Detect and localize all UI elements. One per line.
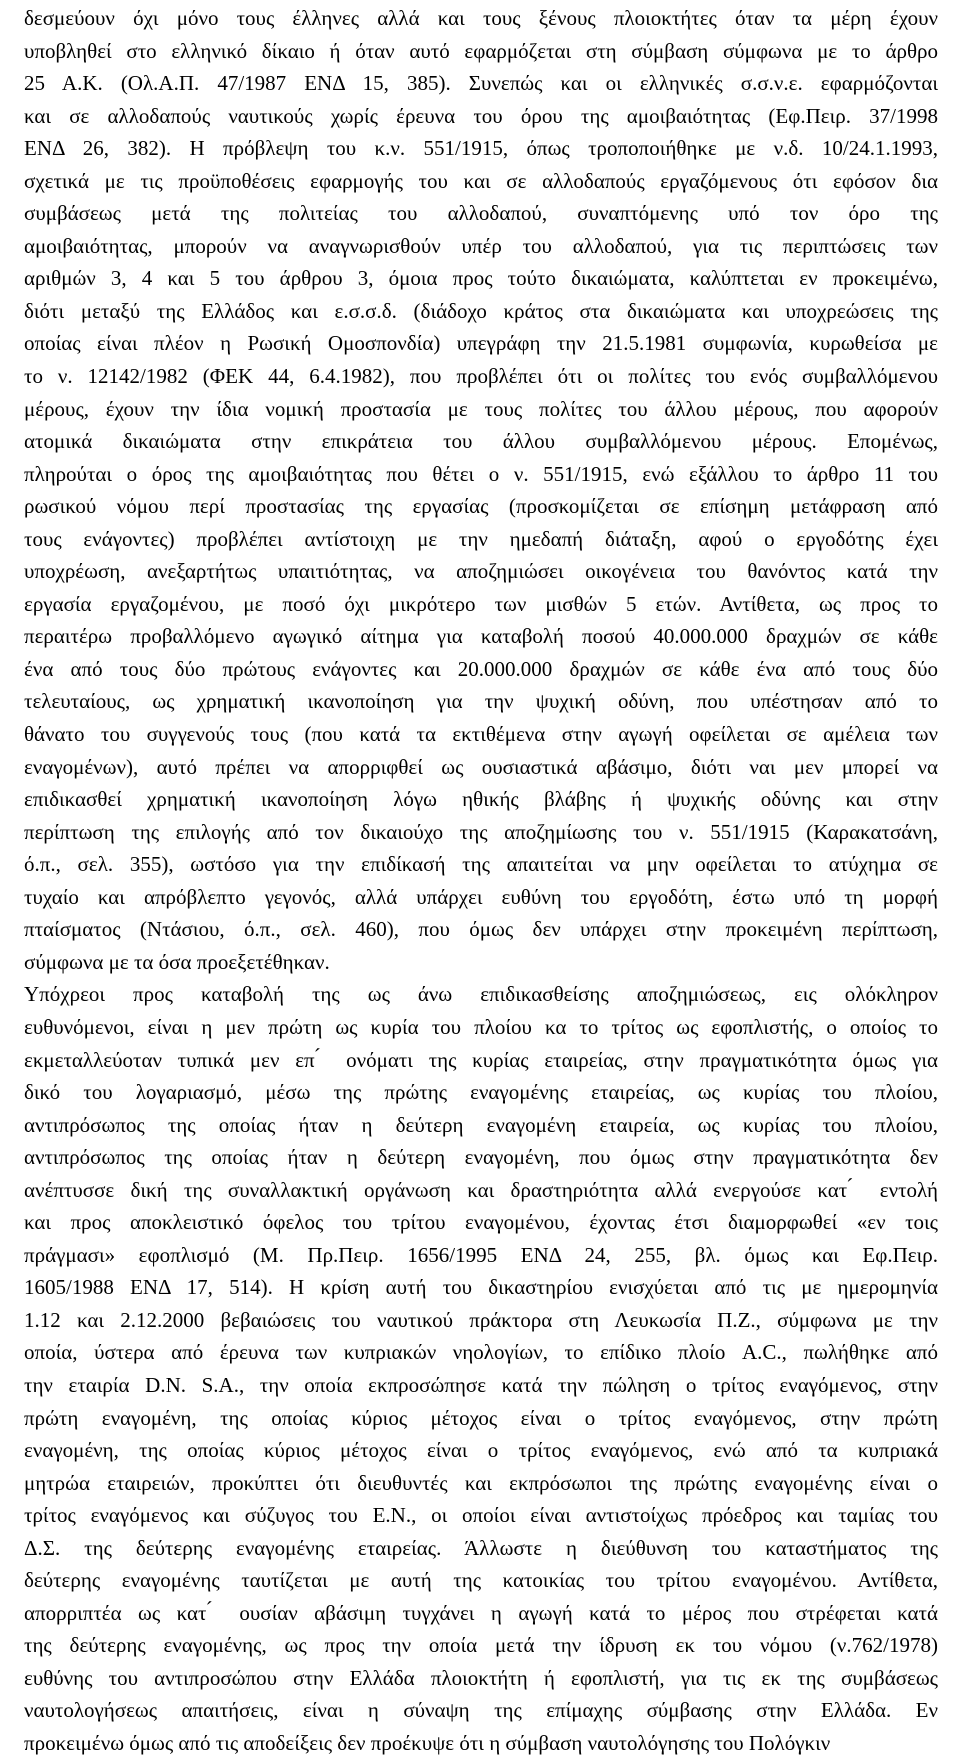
text-line: μητρώα εταιρειών, προκύπτει ότι διευθυντές και εκπρόσωποι της πρώτης εναγομένης είναι ο [24, 1470, 938, 1495]
text-line: ατομικά δικαιώματα στην επικράτεια του άλλου συμβαλλόμενου μέρους. Επομένως, [24, 429, 938, 454]
text-line: μέρους, έχουν την ίδια νομική προστασία με τους πολίτες του άλλου μέρους, που αφορούν [24, 396, 938, 421]
text-line: τελευταίους, ως χρηματική ικανοποίηση για την ψυχική οδύνη, που υπέστησαν από το [24, 689, 938, 714]
text-line: δεσμεύουν όχι μόνο τους έλληνες αλλά και τους ξένους πλοιοκτήτες όταν τα μέρη έχουν [24, 6, 938, 30]
paragraph [24, 2, 938, 978]
text-line: εργασία εργαζομένου, με ποσό όχι μικρότερο των μισθών 5 ετών. Αντίθετα, ως προς το [24, 591, 938, 616]
text-line: αντιπρόσωπος της οποίας ήταν η δεύτερη εναγομένη, που όμως στην πραγματικότητα δεν [24, 1145, 938, 1170]
text-line: πληρούται ο όρος της αμοιβαιότητας που θέτει ο ν. 551/1915, ενώ εξάλλου το άρθρο 11 του [24, 461, 938, 486]
text-line: πταίσματος (Ντάσιου, ό.π., σελ. 460), που όμως δεν υπάρχει στην προκειμένη περίπτωση, [24, 917, 938, 942]
text-line: 25 Α.Κ. (Ολ.Α.Π. 47/1987 ΕΝΔ 15, 385). Συνεπώς και οι ελληνικές σ.σ.ν.ε. εφαρμόζονται [24, 71, 938, 96]
text-line: σύμφωνα με τα όσα προεξετέθηκαν. [24, 949, 330, 974]
text-line: συμβάσεως μετά της πολιτείας του αλλοδαπού, συναπτόμενης υπό τον όρο της [24, 201, 938, 226]
text-line: εναγομένων), αυτό πρέπει να απορριφθεί ως ουσιαστικά αβάσιμο, διότι ναι μεν μπορεί να [24, 754, 938, 779]
text-line: θάνατο του συγγενούς τους (που κατά τα εκτιθέμενα στην αγωγή οφείλεται σε αμέλεια των [24, 722, 938, 747]
text-line: και προς αποκλειστικό όφελος του τρίτου εναγομένου, έχοντας έτσι διαμορφωθεί «εν τοις [24, 1210, 938, 1235]
text-line: προκειμένω όμως από τις αποδείξεις δεν προέκυψε ότι η σύμβαση ναυτολόγησης του Πολόγκιν [24, 1730, 831, 1755]
text-line: την εταιρία D.N. S.A., την οποία εκπροσώπησε κατά την πώληση ο τρίτος εναγόμενος, στην [24, 1372, 938, 1397]
text-line: ναυτολογήσεως απαιτήσεις, είναι η σύναψη της επίμαχης σύμβασης στην Ελλάδα. Εν [24, 1698, 938, 1723]
text-line: και σε αλλοδαπούς ναυτικούς χωρίς έρευνα του όρου της αμοιβαιότητας (Εφ.Πειρ. 37/1998 [24, 103, 938, 128]
text-line: αριθμών 3, 4 και 5 του άρθρου 3, όμοια προς τούτο δικαιώματα, καλύπτεται εν προκειμένω, [24, 266, 938, 291]
text-line: εναγομένη, της οποίας κύριος μέτοχος είναι ο τρίτος εναγόμενος, ενώ από τα κυπριακά [24, 1438, 938, 1463]
text-line: ανέπτυσσε δική της συναλλακτική οργάνωση και δραστηριότητα αλλά ενεργούσε κατ ́ εντολή [24, 1177, 938, 1202]
text-line: αμοιβαιότητας, μπορούν να αναγνωρισθούν υπέρ του αλλοδαπού, για τις περιπτώσεις των [24, 233, 938, 258]
text-line: πράγμασι» εφοπλισμό (Μ. Πρ.Πειρ. 1656/1995 ΕΝΔ 24, 255, βλ. όμως και Εφ.Πειρ. [24, 1242, 938, 1267]
text-line: διότι μεταξύ της Ελλάδος και ε.σ.σ.δ. (διάδοχο κράτος στα δικαιώματα και υποχρεώσεις της [24, 298, 938, 323]
text-line: ΕΝΔ 26, 382). Η πρόβλεψη του κ.ν. 551/1915, όπως τροποποιήθηκε με ν.δ. 10/24.1.1993, [24, 136, 938, 161]
text-line: οποία, ύστερα από έρευνα των κυπριακών νηολογίων, το επίδικο πλοίο A.C., πωλήθηκε από [24, 1340, 938, 1365]
text-line: τρίτος εναγόμενος και σύζυγος του Ε.Ν., οι οποίοι είναι αντιστοίχως πρόεδρος και ταμίας του [24, 1503, 938, 1528]
text-line: 1605/1988 ΕΝΔ 17, 514). Η κρίση αυτή του δικαστηρίου ενισχύεται από τις με ημερομηνία [24, 1275, 938, 1300]
text-line: ό.π., σελ. 355), ωστόσο για την επιδίκασή της απαιτείται να μην οφείλεται το ατύχημα σε [24, 852, 938, 877]
text-line: τυχαίο και απρόβλεπτο γεγονός, αλλά υπάρχει ευθύνη του εργοδότη, έστω υπό τη μορφή [24, 884, 938, 909]
text-line: τους ενάγοντες) προβλέπει αντίστοιχη με την ημεδαπή διάταξη, αφού ο εργοδότης έχει [24, 526, 938, 551]
text-line: πρώτη εναγομένη, της οποίας κύριος μέτοχος είναι ο τρίτος εναγόμενος, στην πρώτη [24, 1405, 938, 1430]
text-line: 1.12 και 2.12.2000 βεβαιώσεις του ναυτικού πράκτορα στη Λευκωσία Π.Ζ., σύμφωνα με την [24, 1307, 938, 1332]
text-line: ευθυνόμενοι, είναι η μεν πρώτη ως κυρία του πλοίου κα το τρίτος ως εφοπλιστής, ο οποίος το [24, 1014, 938, 1039]
text-line: απορριπτέα ως κατ ́ ουσίαν αβάσιμη τυγχάνει η αγωγή κατά το μέρος που στρέφεται κατά [24, 1600, 938, 1625]
text-line: ένα από τους δύο πρώτους ενάγοντες και 20.000.000 δραχμών σε κάθε ένα από τους δύο [24, 656, 938, 681]
text-line: δεύτερης εναγομένης ταυτίζεται με αυτή της κατοικίας του τρίτου εναγομένου. Αντίθετα, [24, 1568, 938, 1593]
text-line: Δ.Σ. της δεύτερης εναγομένης εταιρείας. Άλλωστε η διεύθυνση του καταστήματος της [24, 1535, 938, 1560]
text-line: Υπόχρεοι προς καταβολή της ως άνω επιδικασθείσης αποζημιώσεως, εις ολόκληρον [24, 982, 938, 1007]
text-line: σχετικά με τις προϋποθέσεις εφαρμογής του και σε αλλοδαπούς εργαζόμενους ότι εφόσον δια [24, 168, 938, 193]
text-line: το ν. 12142/1982 (ΦΕΚ 44, 6.4.1982), που προβλέπει ότι οι πολίτες του ενός συμβαλλόμενου [24, 364, 938, 389]
text-line: υποχρέωση, ανεξαρτήτως υπαιτιότητας, να αποζημιώσει οικογένεια του θανόντος κατά την [24, 559, 938, 584]
text-line: οποίας είναι πλέον η Ρωσική Ομοσπονδία) υπεγράφη την 21.5.1981 συμφωνία, κυρωθείσα με [24, 331, 938, 356]
text-line: της δεύτερης εναγομένης, ως προς την οποία μετά την ίδρυση εκ του νόμου (ν.762/1978) [24, 1633, 938, 1658]
text-line: ρωσικού νόμου περί προστασίας της εργασίας (προσκομίζεται σε επίσημη μετάφραση από [24, 494, 938, 519]
text-line: αντιπρόσωπος της οποίας ήταν η δεύτερη εναγομένη εταιρεία, ως κυρίας του πλοίου, [24, 1112, 938, 1137]
text-line: υποβληθεί στο ελληνικό δίκαιο ή όταν αυτό εφαρμόζεται στη σύμβαση σύμφωνα με το άρθρο [24, 38, 938, 63]
text-line: ευθύνης του αντιπροσώπου στην Ελλάδα πλοιοκτήτη ή εφοπλιστή, για τις εκ της συμβάσεως [24, 1665, 938, 1690]
paragraph [24, 978, 938, 1759]
text-line: δικό του λογαριασμό, μέσω της πρώτης εναγομένης εταιρείας, ως κυρίας του πλοίου, [24, 1080, 938, 1105]
text-line: εκμεταλλεύοταν τυπικά μεν επ ́ ονόματι της κυρίας εταιρείας, στην πραγματικότητα όμως για [24, 1047, 938, 1072]
text-line: περίπτωση της επιλογής από τον δικαιούχο της αποζημίωσης του ν. 551/1915 (Καρακατσάνη, [24, 819, 938, 844]
text-line: περαιτέρω προβαλλόμενο αγωγικό αίτημα για καταβολή ποσού 40.000.000 δραχμών σε κάθε [24, 624, 938, 649]
text-line: επιδικασθεί χρηματική ικανοποίηση λόγω ηθικής βλάβης ή ψυχικής οδύνης και στην [24, 787, 938, 812]
